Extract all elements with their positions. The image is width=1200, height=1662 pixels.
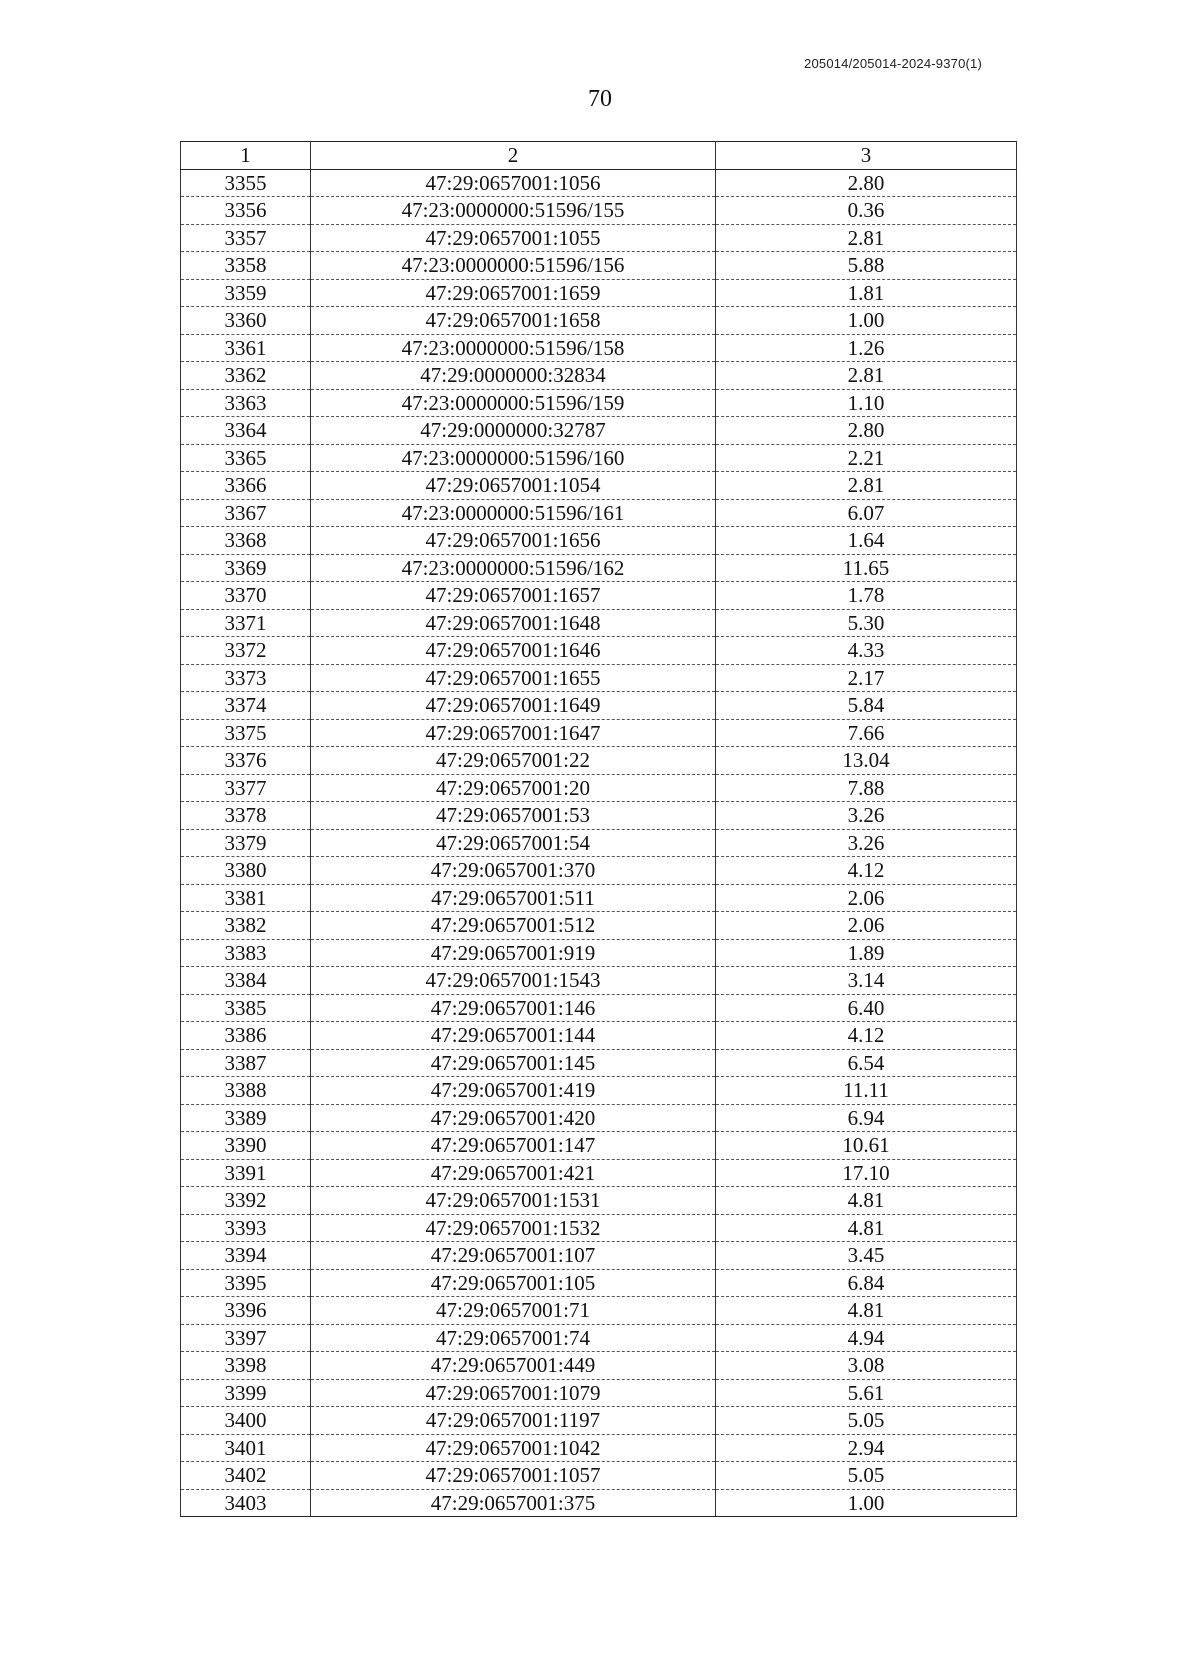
cadastral-number-cell: 47:29:0657001:919 [311, 939, 716, 967]
cadastral-number-cell: 47:29:0657001:1658 [311, 307, 716, 335]
value-cell: 11.65 [716, 554, 1017, 582]
cadastral-number-cell: 47:29:0657001:105 [311, 1269, 716, 1297]
value-cell: 2.80 [716, 169, 1017, 197]
cadastral-number-cell: 47:23:0000000:51596/159 [311, 389, 716, 417]
cadastral-number-cell: 47:29:0000000:32834 [311, 362, 716, 390]
value-cell: 5.30 [716, 609, 1017, 637]
table-row [181, 417, 1017, 445]
table-row [181, 967, 1017, 995]
value-cell: 11.11 [716, 1077, 1017, 1105]
value-cell: 2.06 [716, 912, 1017, 940]
value-cell: 4.81 [716, 1187, 1017, 1215]
cadastral-number-cell: 47:29:0657001:1079 [311, 1379, 716, 1407]
row-number-cell: 3384 [181, 967, 311, 995]
table-row [181, 197, 1017, 225]
row-number-cell: 3388 [181, 1077, 311, 1105]
row-number-cell: 3356 [181, 197, 311, 225]
header-cell-col-1: 1 [181, 142, 311, 170]
cadastral-number-cell: 47:29:0657001:512 [311, 912, 716, 940]
value-cell: 2.81 [716, 362, 1017, 390]
value-cell: 6.54 [716, 1049, 1017, 1077]
table-row [181, 637, 1017, 665]
value-cell: 17.10 [716, 1159, 1017, 1187]
value-cell: 4.33 [716, 637, 1017, 665]
cadastral-number-cell: 47:23:0000000:51596/158 [311, 334, 716, 362]
table-row [181, 1352, 1017, 1380]
row-number-cell: 3374 [181, 692, 311, 720]
cadastral-number-cell: 47:29:0657001:421 [311, 1159, 716, 1187]
value-cell: 2.21 [716, 444, 1017, 472]
row-number-cell: 3378 [181, 802, 311, 830]
value-cell: 6.94 [716, 1104, 1017, 1132]
table-row [181, 1022, 1017, 1050]
table-row [181, 1242, 1017, 1270]
row-number-cell: 3400 [181, 1407, 311, 1435]
value-cell: 3.14 [716, 967, 1017, 995]
cadastral-number-cell: 47:29:0657001:449 [311, 1352, 716, 1380]
row-number-cell: 3393 [181, 1214, 311, 1242]
value-cell: 3.26 [716, 802, 1017, 830]
row-number-cell: 3402 [181, 1462, 311, 1490]
table-row [181, 664, 1017, 692]
table-row [181, 444, 1017, 472]
row-number-cell: 3392 [181, 1187, 311, 1215]
table-row [181, 252, 1017, 280]
row-number-cell: 3390 [181, 1132, 311, 1160]
cadastral-number-cell: 47:29:0657001:1648 [311, 609, 716, 637]
row-number-cell: 3403 [181, 1489, 311, 1517]
table-row [181, 334, 1017, 362]
value-cell: 3.26 [716, 829, 1017, 857]
table-row [181, 1049, 1017, 1077]
cadastral-number-cell: 47:29:0657001:420 [311, 1104, 716, 1132]
table-row [181, 1407, 1017, 1435]
table-row [181, 1434, 1017, 1462]
value-cell: 13.04 [716, 747, 1017, 775]
cadastral-number-cell: 47:29:0657001:1055 [311, 224, 716, 252]
row-number-cell: 3360 [181, 307, 311, 335]
table-row [181, 1159, 1017, 1187]
value-cell: 1.10 [716, 389, 1017, 417]
cadastral-number-cell: 47:29:0657001:71 [311, 1297, 716, 1325]
row-number-cell: 3373 [181, 664, 311, 692]
table-row [181, 169, 1017, 197]
cadastral-number-cell: 47:29:0657001:1655 [311, 664, 716, 692]
value-cell: 6.07 [716, 499, 1017, 527]
value-cell: 1.81 [716, 279, 1017, 307]
row-number-cell: 3363 [181, 389, 311, 417]
cadastral-number-cell: 47:29:0657001:1649 [311, 692, 716, 720]
page-number: 70 [588, 86, 612, 112]
cadastral-number-cell: 47:29:0657001:370 [311, 857, 716, 885]
header-cell-col-2: 2 [311, 142, 716, 170]
value-cell: 7.88 [716, 774, 1017, 802]
row-number-cell: 3399 [181, 1379, 311, 1407]
table-row [181, 912, 1017, 940]
table-row [181, 1462, 1017, 1490]
row-number-cell: 3396 [181, 1297, 311, 1325]
cadastral-number-cell: 47:29:0657001:1056 [311, 169, 716, 197]
cadastral-number-cell: 47:29:0657001:1543 [311, 967, 716, 995]
row-number-cell: 3361 [181, 334, 311, 362]
row-number-cell: 3371 [181, 609, 311, 637]
row-number-cell: 3387 [181, 1049, 311, 1077]
row-number-cell: 3398 [181, 1352, 311, 1380]
table-row [181, 802, 1017, 830]
table-row [181, 1104, 1017, 1132]
table-row [181, 1269, 1017, 1297]
cadastral-number-cell: 47:29:0657001:1054 [311, 472, 716, 500]
value-cell: 4.94 [716, 1324, 1017, 1352]
value-cell: 5.84 [716, 692, 1017, 720]
row-number-cell: 3365 [181, 444, 311, 472]
cadastral-number-cell: 47:29:0657001:144 [311, 1022, 716, 1050]
cadastral-number-cell: 47:29:0657001:375 [311, 1489, 716, 1517]
table-row [181, 1132, 1017, 1160]
value-cell: 2.17 [716, 664, 1017, 692]
value-cell: 2.06 [716, 884, 1017, 912]
value-cell: 1.89 [716, 939, 1017, 967]
cadastral-number-cell: 47:29:0657001:1647 [311, 719, 716, 747]
cadastral-number-cell: 47:29:0657001:145 [311, 1049, 716, 1077]
table-row [181, 1297, 1017, 1325]
value-cell: 2.81 [716, 224, 1017, 252]
row-number-cell: 3380 [181, 857, 311, 885]
table-header [181, 142, 1017, 170]
row-number-cell: 3368 [181, 527, 311, 555]
row-number-cell: 3397 [181, 1324, 311, 1352]
value-cell: 3.08 [716, 1352, 1017, 1380]
cadastral-number-cell: 47:29:0657001:54 [311, 829, 716, 857]
table-row [181, 582, 1017, 610]
cadastral-number-cell: 47:29:0657001:1657 [311, 582, 716, 610]
row-number-cell: 3391 [181, 1159, 311, 1187]
cadastral-number-cell: 47:29:0657001:22 [311, 747, 716, 775]
value-cell: 7.66 [716, 719, 1017, 747]
value-cell: 2.81 [716, 472, 1017, 500]
cadastral-number-cell: 47:29:0657001:511 [311, 884, 716, 912]
data-table [180, 141, 1017, 1517]
document-reference: 205014/205014-2024-9370(1) [804, 56, 982, 71]
cadastral-number-cell: 47:29:0657001:1197 [311, 1407, 716, 1435]
table-row [181, 279, 1017, 307]
value-cell: 0.36 [716, 197, 1017, 225]
value-cell: 1.64 [716, 527, 1017, 555]
value-cell: 5.05 [716, 1462, 1017, 1490]
cadastral-number-cell: 47:29:0657001:1659 [311, 279, 716, 307]
row-number-cell: 3359 [181, 279, 311, 307]
value-cell: 1.78 [716, 582, 1017, 610]
value-cell: 6.84 [716, 1269, 1017, 1297]
table-row [181, 994, 1017, 1022]
table-row [181, 1489, 1017, 1517]
cadastral-number-cell: 47:29:0657001:1532 [311, 1214, 716, 1242]
value-cell: 5.88 [716, 252, 1017, 280]
table-row [181, 774, 1017, 802]
row-number-cell: 3364 [181, 417, 311, 445]
value-cell: 4.81 [716, 1214, 1017, 1242]
cadastral-number-cell: 47:29:0657001:1646 [311, 637, 716, 665]
row-number-cell: 3355 [181, 169, 311, 197]
row-number-cell: 3401 [181, 1434, 311, 1462]
value-cell: 4.81 [716, 1297, 1017, 1325]
cadastral-number-cell: 47:23:0000000:51596/162 [311, 554, 716, 582]
value-cell: 5.61 [716, 1379, 1017, 1407]
cadastral-number-cell: 47:29:0657001:1656 [311, 527, 716, 555]
row-number-cell: 3394 [181, 1242, 311, 1270]
table-row [181, 1214, 1017, 1242]
row-number-cell: 3369 [181, 554, 311, 582]
table-row [181, 829, 1017, 857]
value-cell: 2.80 [716, 417, 1017, 445]
row-number-cell: 3379 [181, 829, 311, 857]
row-number-cell: 3386 [181, 1022, 311, 1050]
table-row [181, 499, 1017, 527]
cadastral-number-cell: 47:29:0657001:1042 [311, 1434, 716, 1462]
table-row [181, 857, 1017, 885]
row-number-cell: 3362 [181, 362, 311, 390]
row-number-cell: 3395 [181, 1269, 311, 1297]
cadastral-number-cell: 47:29:0657001:419 [311, 1077, 716, 1105]
row-number-cell: 3385 [181, 994, 311, 1022]
cadastral-number-cell: 47:29:0657001:1057 [311, 1462, 716, 1490]
row-number-cell: 3382 [181, 912, 311, 940]
value-cell: 1.00 [716, 1489, 1017, 1517]
cadastral-number-cell: 47:29:0657001:146 [311, 994, 716, 1022]
row-number-cell: 3358 [181, 252, 311, 280]
cadastral-number-cell: 47:29:0657001:53 [311, 802, 716, 830]
value-cell: 6.40 [716, 994, 1017, 1022]
table-row [181, 939, 1017, 967]
row-number-cell: 3383 [181, 939, 311, 967]
cadastral-number-cell: 47:29:0000000:32787 [311, 417, 716, 445]
table-row [181, 1077, 1017, 1105]
header-row [181, 142, 1017, 170]
value-cell: 5.05 [716, 1407, 1017, 1435]
row-number-cell: 3357 [181, 224, 311, 252]
value-cell: 1.00 [716, 307, 1017, 335]
row-number-cell: 3366 [181, 472, 311, 500]
value-cell: 3.45 [716, 1242, 1017, 1270]
cadastral-number-cell: 47:29:0657001:20 [311, 774, 716, 802]
table-row [181, 1324, 1017, 1352]
cadastral-number-cell: 47:23:0000000:51596/160 [311, 444, 716, 472]
table-row [181, 224, 1017, 252]
table-row [181, 692, 1017, 720]
table-body [181, 169, 1017, 1517]
cadastral-number-cell: 47:29:0657001:147 [311, 1132, 716, 1160]
row-number-cell: 3367 [181, 499, 311, 527]
table-row [181, 554, 1017, 582]
table-row [181, 527, 1017, 555]
cadastral-number-cell: 47:23:0000000:51596/161 [311, 499, 716, 527]
value-cell: 4.12 [716, 857, 1017, 885]
table-row [181, 719, 1017, 747]
table-row [181, 389, 1017, 417]
row-number-cell: 3370 [181, 582, 311, 610]
value-cell: 10.61 [716, 1132, 1017, 1160]
table-row [181, 884, 1017, 912]
row-number-cell: 3389 [181, 1104, 311, 1132]
value-cell: 2.94 [716, 1434, 1017, 1462]
header-cell-col-3: 3 [716, 142, 1017, 170]
cadastral-number-cell: 47:29:0657001:107 [311, 1242, 716, 1270]
cadastral-number-cell: 47:23:0000000:51596/156 [311, 252, 716, 280]
row-number-cell: 3376 [181, 747, 311, 775]
row-number-cell: 3372 [181, 637, 311, 665]
row-number-cell: 3377 [181, 774, 311, 802]
value-cell: 4.12 [716, 1022, 1017, 1050]
table-row [181, 1187, 1017, 1215]
table-row [181, 747, 1017, 775]
row-number-cell: 3375 [181, 719, 311, 747]
cadastral-number-cell: 47:29:0657001:1531 [311, 1187, 716, 1215]
table-row [181, 472, 1017, 500]
cadastral-number-cell: 47:29:0657001:74 [311, 1324, 716, 1352]
row-number-cell: 3381 [181, 884, 311, 912]
table-row [181, 307, 1017, 335]
value-cell: 1.26 [716, 334, 1017, 362]
table-row [181, 609, 1017, 637]
cadastral-number-cell: 47:23:0000000:51596/155 [311, 197, 716, 225]
table-row [181, 1379, 1017, 1407]
table-row [181, 362, 1017, 390]
